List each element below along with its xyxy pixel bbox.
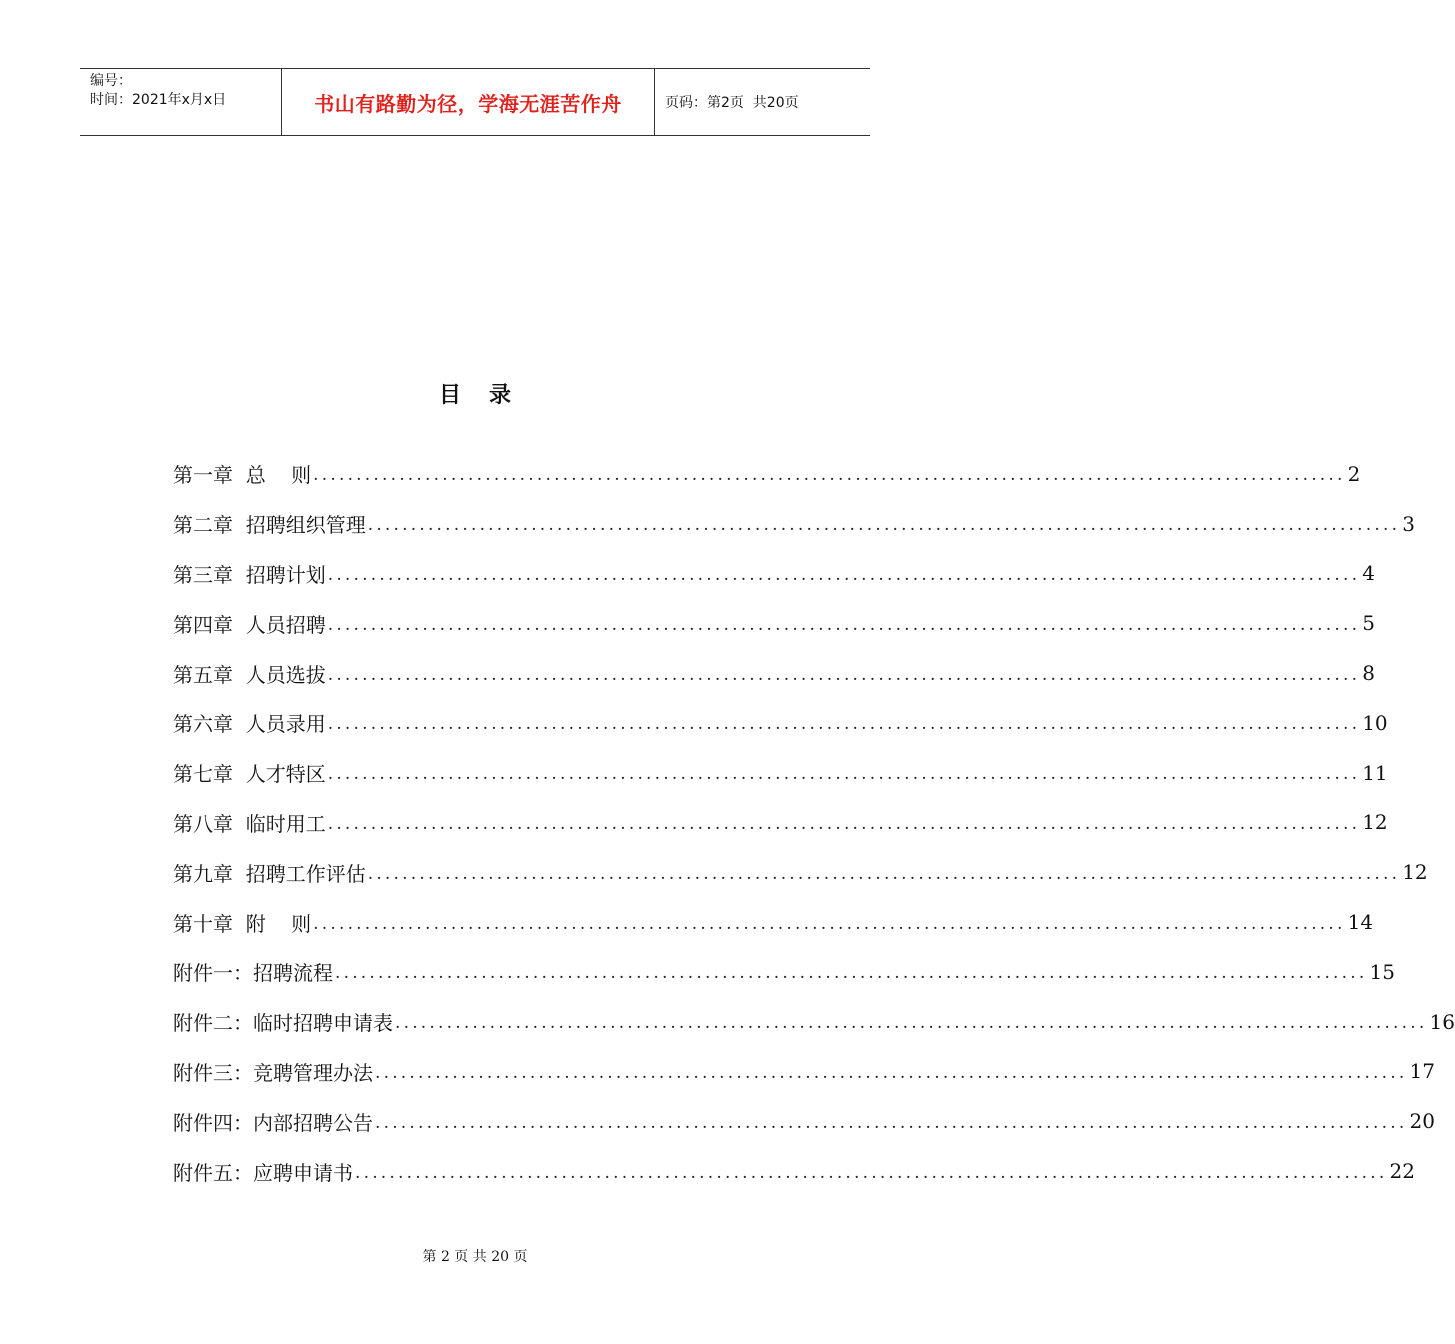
toc-leader-dots: ........................................................................................................................	[327, 664, 1361, 685]
toc-entry[interactable]	[173, 648, 1375, 698]
toc-leader-dots: ........................................................................................................................	[327, 614, 1361, 635]
header-motto-cell	[282, 69, 655, 135]
toc-entry-label: 第十章 附 则	[173, 911, 312, 936]
toc-entry-label: 附件二：临时招聘申请表	[173, 1011, 393, 1036]
toc-entry-label: 第四章 人员招聘	[173, 612, 326, 637]
toc-leader-dots: ........................................................................................................................	[375, 1112, 1408, 1133]
toc-leader-dots: ........................................................................................................................	[327, 764, 1361, 785]
toc-entry[interactable]	[173, 847, 1428, 897]
toc-entry[interactable]	[173, 897, 1374, 947]
header-motto: 书山有路勤为径，学海无涯苦作舟	[314, 91, 622, 116]
document-time-label: 时间：2021年x月x日	[90, 92, 227, 108]
toc-entry-page: 16	[1429, 1009, 1455, 1034]
toc-entry-label: 第九章 招聘工作评估	[173, 861, 366, 886]
toc-leader-dots: ........................................................................................................................	[327, 564, 1361, 585]
toc-entry-page: 20	[1409, 1109, 1435, 1134]
toc-entry-page: 5	[1362, 611, 1375, 636]
toc-entry[interactable]	[173, 549, 1375, 599]
toc-entry[interactable]	[173, 1096, 1435, 1146]
toc-entry-label: 第三章 招聘计划	[173, 562, 326, 587]
toc-entry[interactable]	[173, 1146, 1415, 1196]
toc-leader-dots: ........................................................................................................................	[327, 813, 1361, 834]
toc-entry[interactable]	[173, 698, 1388, 748]
toc-entry-page: 8	[1362, 661, 1375, 686]
toc-entry-label: 附件一：招聘流程	[173, 961, 333, 986]
header-page-cell	[655, 69, 870, 135]
toc-entry-label: 附件四：内部招聘公告	[173, 1110, 373, 1135]
toc-entry[interactable]	[173, 449, 1361, 499]
toc-entry-page: 4	[1362, 561, 1375, 586]
toc-entry-page: 14	[1347, 910, 1374, 935]
header-meta-cell	[80, 69, 282, 135]
toc-entry[interactable]	[173, 947, 1395, 997]
toc-entry[interactable]	[173, 598, 1375, 648]
toc-entry-label: 第六章 人员录用	[173, 712, 326, 737]
toc-entry-label: 第八章 临时用工	[173, 811, 326, 836]
toc-leader-dots: ........................................................................................................................	[313, 913, 1346, 934]
toc-entry-page: 3	[1402, 511, 1415, 536]
page-header	[80, 68, 870, 136]
toc-entry-page: 11	[1362, 760, 1388, 785]
toc-entry-page: 12	[1402, 860, 1428, 885]
toc-entry-label: 第七章 人才特区	[173, 762, 326, 787]
toc-leader-dots: ........................................................................................................................	[335, 963, 1368, 984]
toc-entry-label: 第一章 总 则	[173, 463, 312, 488]
toc-entry-label: 第二章 招聘组织管理	[173, 513, 366, 538]
toc-leader-dots: ........................................................................................................................	[375, 1062, 1408, 1083]
toc-leader-dots: ........................................................................................................................	[313, 465, 1346, 486]
toc-entry[interactable]	[173, 499, 1415, 549]
toc-entry-page: 12	[1362, 810, 1388, 835]
toc-entry-page: 10	[1362, 710, 1388, 735]
toc-leader-dots: ........................................................................................................................	[367, 863, 1401, 884]
header-page-info: 页码：第2页 共20页	[665, 95, 799, 111]
toc-entry-page: 17	[1409, 1059, 1435, 1084]
toc-entry[interactable]	[173, 1047, 1435, 1097]
toc-entry[interactable]	[173, 798, 1388, 848]
toc-entry-page: 2	[1347, 461, 1361, 486]
toc-title: 目录	[438, 383, 539, 408]
toc-entry[interactable]	[173, 748, 1388, 798]
toc-entry-label: 第五章 人员选拔	[173, 662, 326, 687]
toc-entry-page: 15	[1369, 959, 1395, 984]
toc-entry-page: 22	[1389, 1159, 1415, 1184]
toc-leader-dots: ........................................................................................................................	[327, 714, 1361, 735]
toc-leader-dots: ........................................................................................................................	[395, 1013, 1428, 1034]
toc-entry-label: 附件三：竞聘管理办法	[173, 1060, 373, 1085]
document-number-label: 编号：	[90, 73, 132, 89]
toc-entry[interactable]	[173, 997, 1455, 1047]
page-footer: 第 2 页 共 20 页	[422, 1249, 528, 1265]
toc-leader-dots: ........................................................................................................................	[355, 1162, 1388, 1183]
table-of-contents	[173, 449, 1455, 1196]
toc-leader-dots: ........................................................................................................................	[367, 515, 1401, 536]
toc-entry-label: 附件五：应聘申请书	[173, 1160, 353, 1185]
